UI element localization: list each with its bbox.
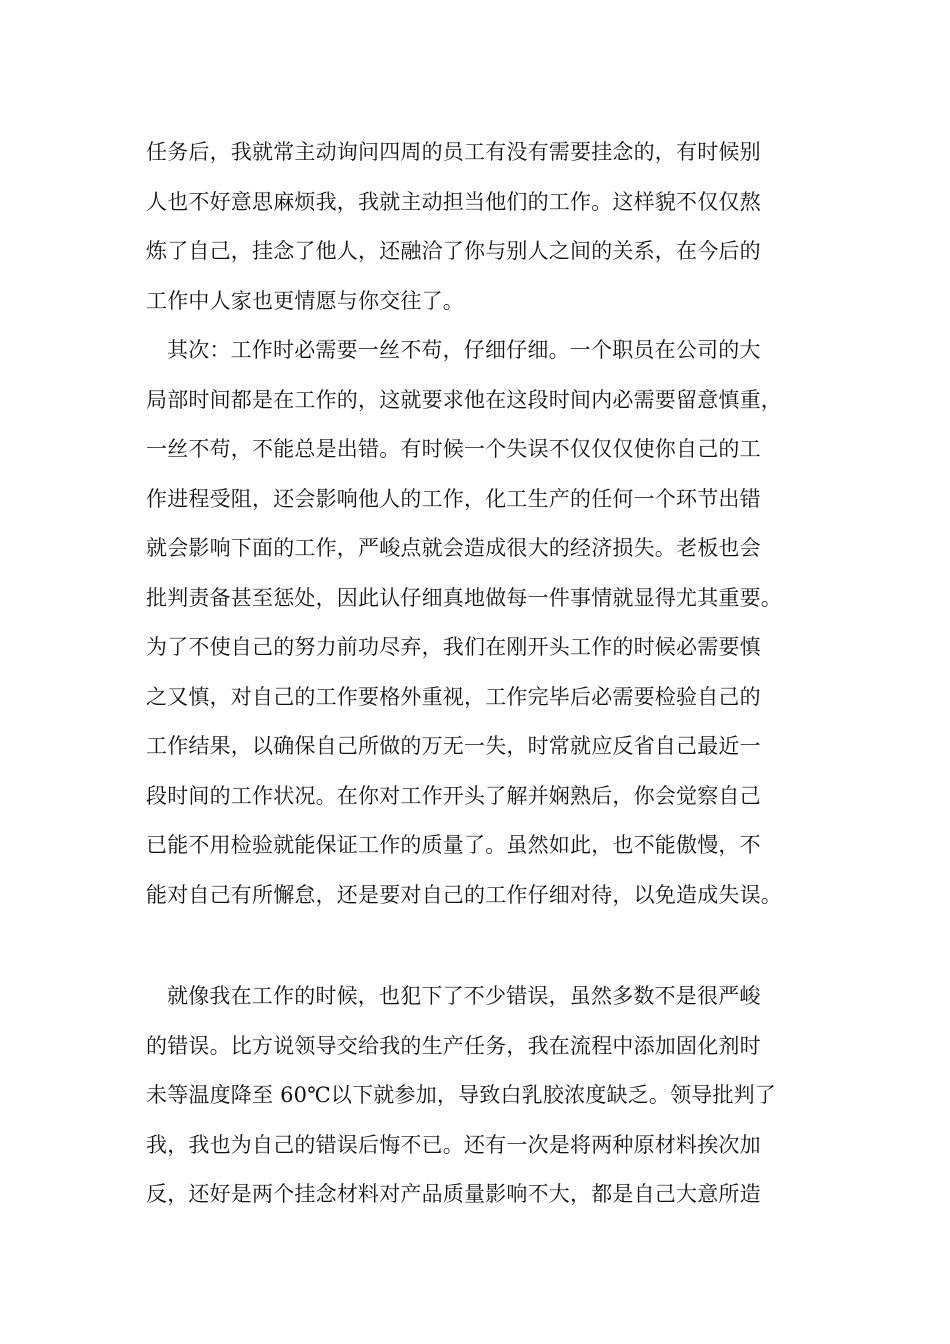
paragraph-line: 局部时间都是在工作的，这就要求他在这段时间内必需要留意慎重，	[146, 387, 782, 412]
paragraph-line: 工作结果，以确保自己所做的万无一失，时常就应反省自己最近一	[146, 734, 761, 758]
paragraph-line: 已能不用检验就能保证工作的质量了。虽然如此，也不能傲慢，不	[146, 833, 761, 857]
paragraph-third	[146, 972, 826, 1220]
paragraph-line: 炼了自己，挂念了他人，还融洽了你与别人之间的关系，在今后的	[146, 239, 761, 263]
paragraph-line: 工作中人家也更情愿与你交往了。	[146, 288, 464, 313]
paragraph-line: 任务后，我就常主动询问四周的员工有没有需要挂念的，有时候别	[146, 140, 761, 164]
paragraph-line: 就像我在工作的时候，也犯下了不少错误，虽然多数不是很严峻	[167, 984, 761, 1008]
paragraph-line: 段时间的工作状况。在你对工作开头了解并娴熟后，你会觉察自己	[146, 783, 761, 808]
paragraph-line: 我，我也为自己的错误后悔不已。还有一次是将两种原材料挨次加	[146, 1132, 761, 1157]
paragraph-line: 一丝不苟，不能总是出错。有时候一个失误不仅仅仅使你自己的工	[146, 437, 761, 461]
paragraph-line: 批判责备甚至惩处，因此认仔细真地做每一件事情就显得尤其重要。	[146, 585, 782, 610]
paragraph-line: 其次：工作时必需要一丝不苟，仔细仔细。一个职员在公司的大	[167, 338, 761, 362]
paragraph-line: 未等温度降至 60℃以下就参加，导致白乳胶浓度缺乏。领导批判了	[146, 1083, 777, 1107]
paragraph-continuation	[146, 128, 826, 326]
paragraph-line: 反，还好是两个挂念材料对产品质量影响不大，都是自己大意所造	[146, 1182, 761, 1206]
paragraph-second	[146, 326, 826, 920]
paragraph-line: 能对自己有所懈怠，还是要对自己的工作仔细对待，以免造成失误。	[146, 882, 782, 907]
paragraph-line: 人也不好意思麻烦我，我就主动担当他们的工作。这样貌不仅仅熬	[146, 189, 761, 214]
paragraph-line: 为了不使自己的努力前功尽弃，我们在刚开头工作的时候必需要慎	[146, 635, 761, 659]
paragraph-line: 之又慎，对自己的工作要格外重视，工作完毕后必需要检验自己的	[146, 684, 761, 709]
paragraph-line: 的错误。比方说领导交给我的生产任务，我在流程中添加固化剂时	[146, 1033, 761, 1058]
paragraph-line: 就会影响下面的工作，严峻点就会造成很大的经济损失。老板也会	[146, 536, 761, 560]
paragraph-line: 作进程受阻，还会影响他人的工作，化工生产的任何一个环节出错	[146, 486, 761, 511]
